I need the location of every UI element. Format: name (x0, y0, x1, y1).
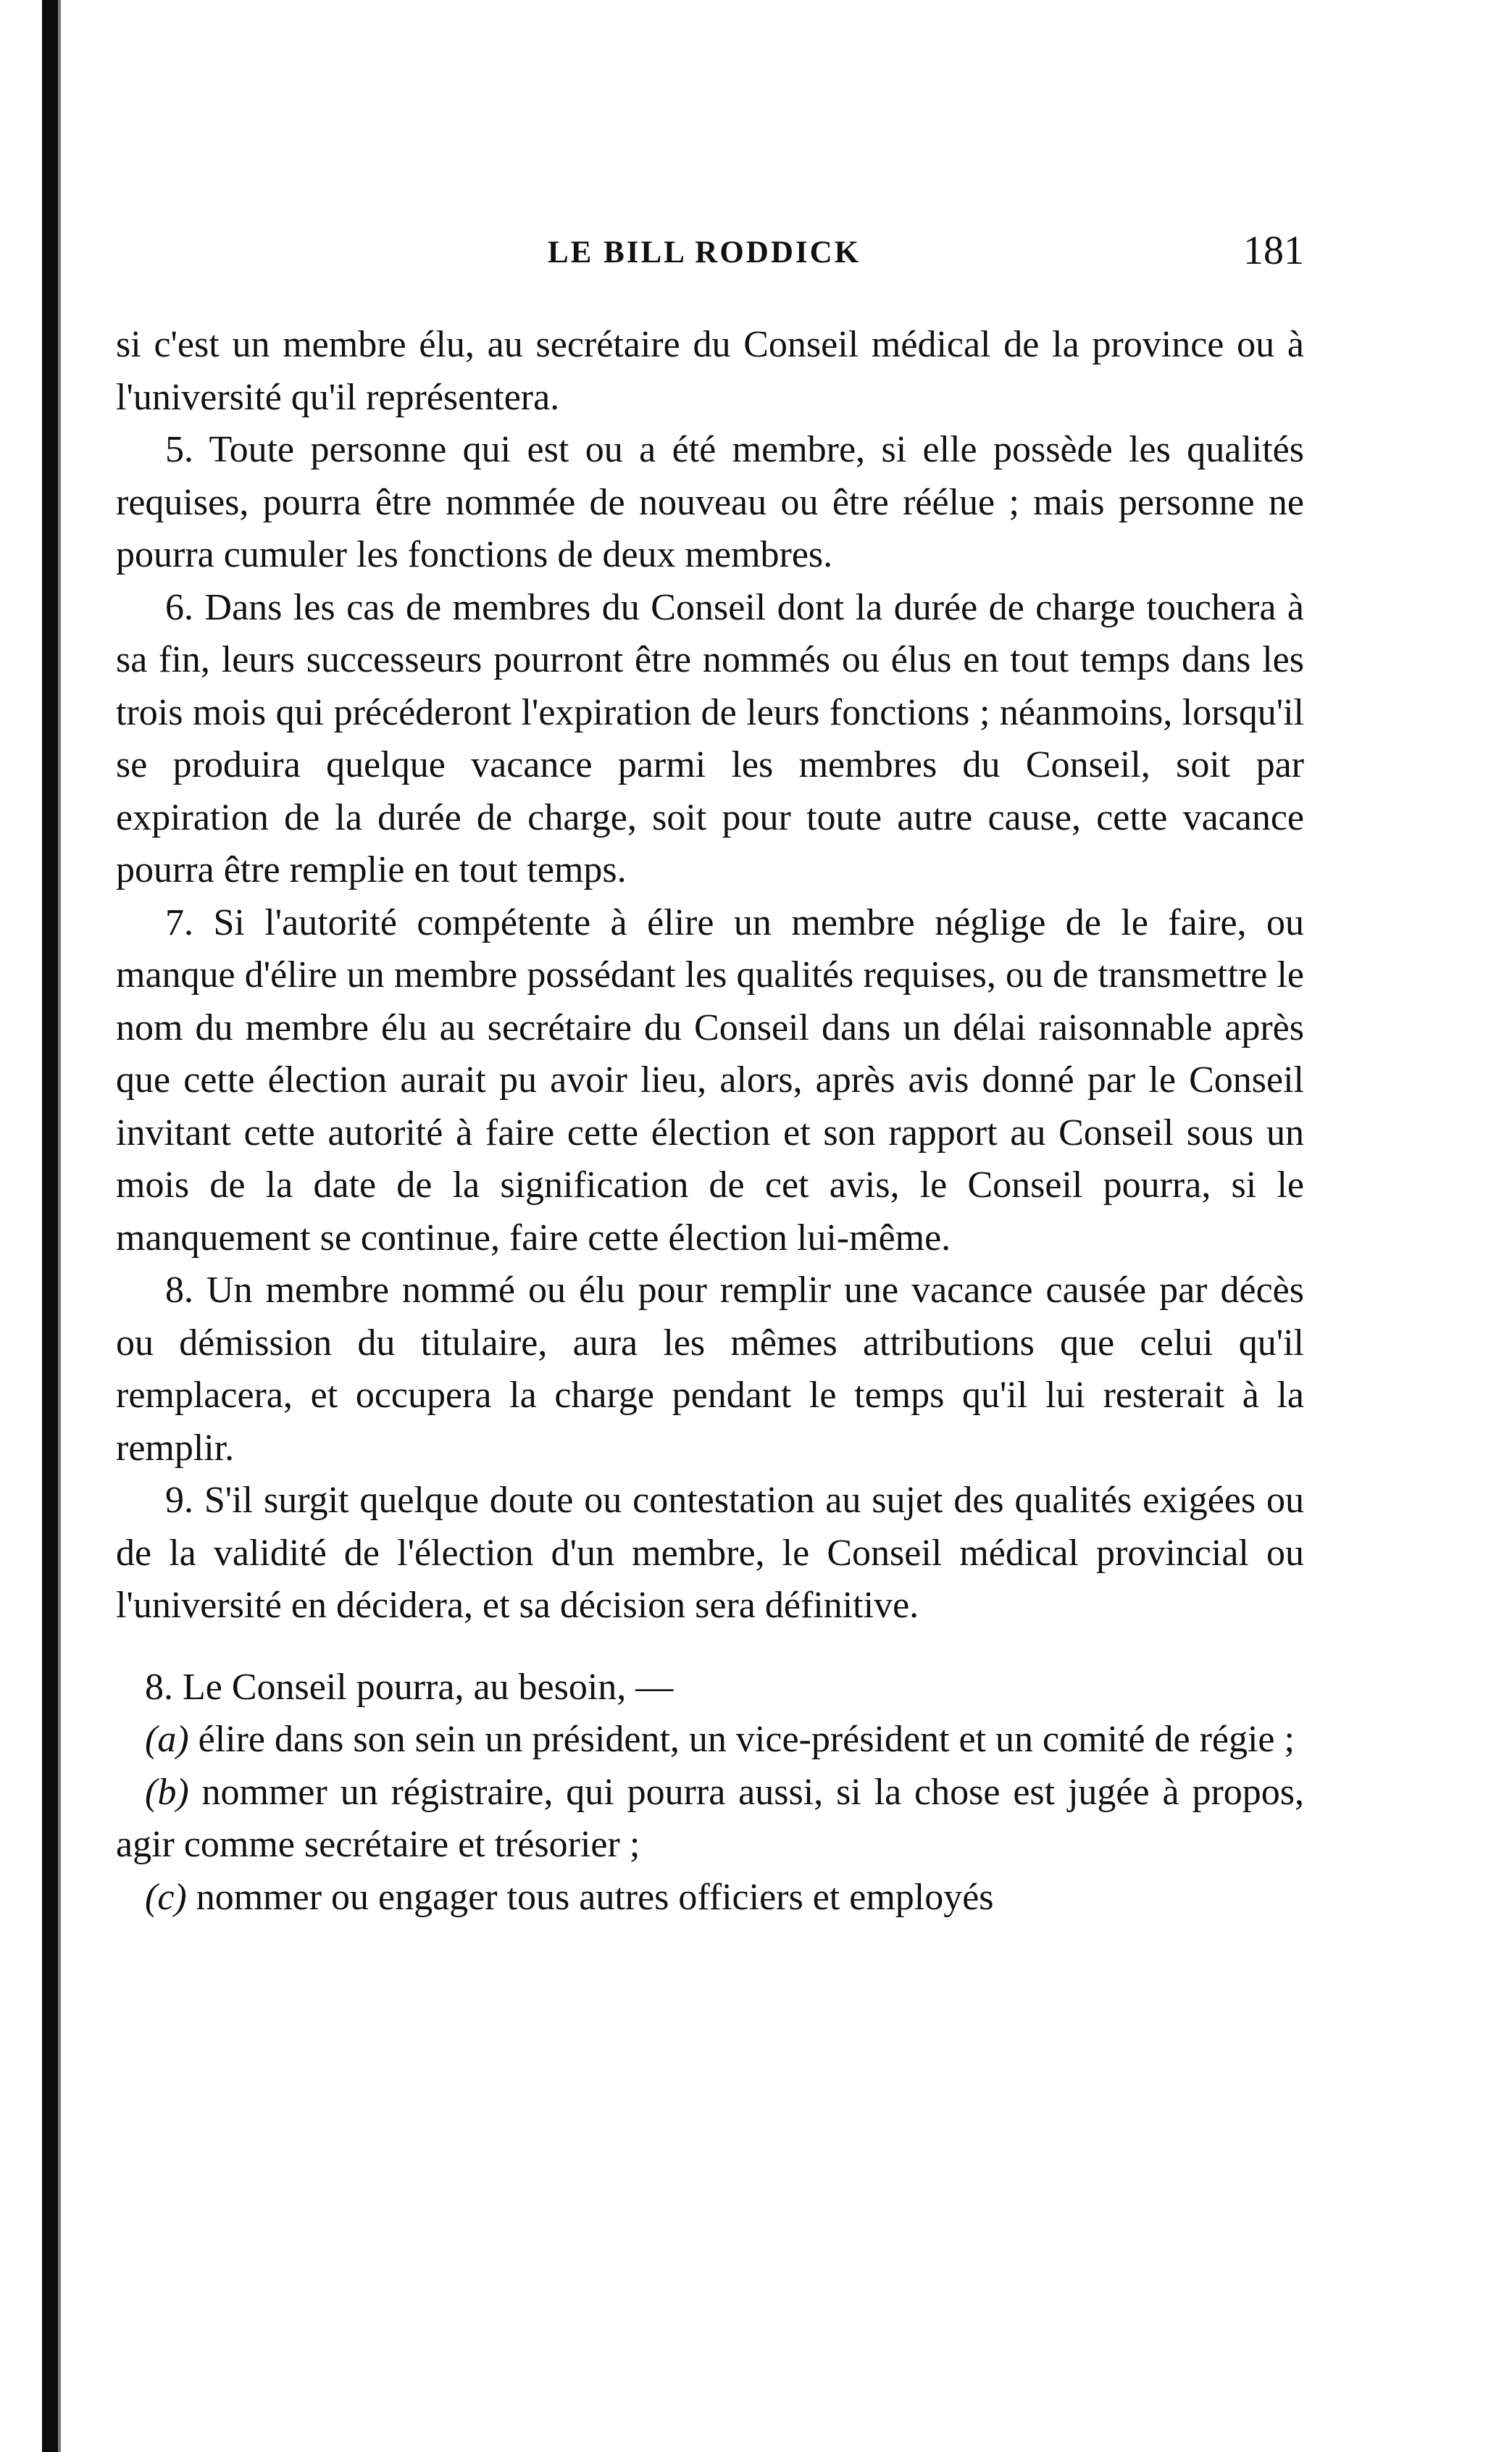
scan-binding-edge (42, 0, 58, 2452)
paragraph-continuation: si c'est un membre élu, au secrétaire du Conseil médical de la province ou à l'université qu'il représentera. (116, 324, 1304, 418)
book-page (116, 217, 1304, 1924)
section-8-intro: 8. Le Conseil pourra, au besoin, — (145, 1666, 674, 1708)
item-text: élire dans son sein un président, un vice-président et un comité de régie ; (198, 1719, 1295, 1760)
item-text: nommer ou engager tous autres officiers et employés (196, 1876, 994, 1918)
running-head (116, 217, 1304, 283)
scan-binding-shadow (58, 0, 61, 2452)
paragraph-9: 9. S'il surgit quelque doute ou contestation au sujet des qualités exigées ou de la validité de l'élection d'un membre, le Conseil médical provincial ou l'université en décidera, et sa décision sera définitive. (116, 1480, 1304, 1626)
item-label: (a) (145, 1719, 189, 1760)
article-body (116, 319, 1304, 1632)
section-8-item-b (116, 1767, 1304, 1872)
paragraph-8: 8. Un membre nommé ou élu pour remplir une vacance causée par décès ou démission du titulaire, aura les mêmes attributions que celui qu'il remplacera, et occupera la charge pendant le temps qu'il lui resterait à la remplir. (116, 1269, 1304, 1469)
section-8-item-c (116, 1872, 1304, 1925)
page-number: 181 (1243, 228, 1304, 273)
paragraph-5: 5. Toute personne qui est ou a été membre, si elle possède les qualités requises, pourra être nommée de nouveau ou être réélue ; mais personne ne pourra cumuler les fonctions de deux membres. (116, 429, 1304, 575)
section-8 (116, 1661, 1304, 1925)
item-label: (c) (145, 1876, 187, 1918)
running-title: LE BILL RODDICK (548, 235, 861, 270)
item-text: nommer un régistraire, qui pourra aussi, si la chose est jugée à propos, agir comme secrétaire et trésorier ; (116, 1771, 1304, 1865)
paragraph-7: 7. Si l'autorité compétente à élire un membre néglige de le faire, ou manque d'élire un membre possédant les qualités requises, ou de transmettre le nom du membre élu au secrétaire du Conseil dans un délai raisonnable après que cette élection aurait pu avoir lieu, alors, après avis donné par le Conseil invitant cette autorité à faire cette élection et son rapport au Conseil sous un mois de la date de la signification de cet avis, le Conseil pourra, si le manquement se continue, faire cette élection lui-même. (116, 901, 1304, 1259)
item-label: (b) (145, 1771, 189, 1813)
section-8-item-a (116, 1714, 1304, 1767)
paragraph-6: 6. Dans les cas de membres du Conseil dont la durée de charge touchera à sa fin, leurs successeurs pourront être nommés ou élus en tout temps dans les trois mois qui précéderont l'expiration de leurs fonctions ; néanmoins, lorsqu'il se produira quelque vacance parmi les membres du Conseil, soit par expiration de la durée de charge, soit pour toute autre cause, cette vacance pourra être remplie en tout temps. (116, 586, 1304, 891)
